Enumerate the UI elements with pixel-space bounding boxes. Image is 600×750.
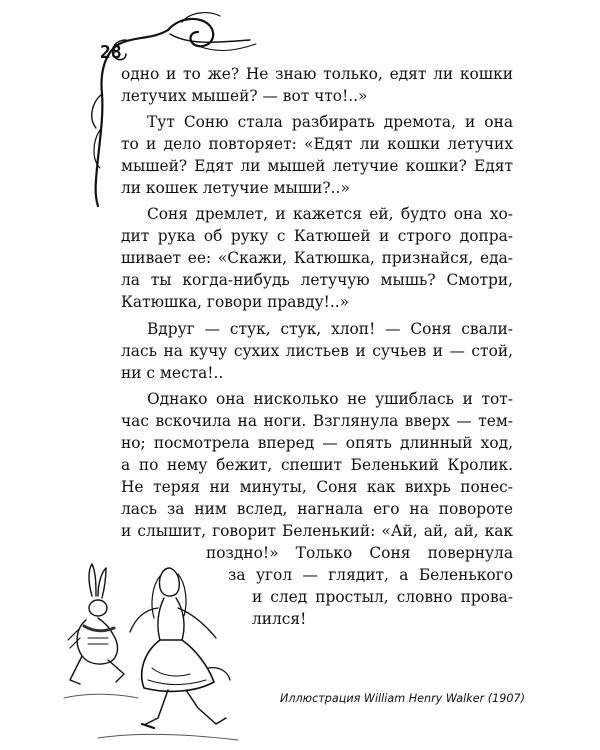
text-line: но; посмотрела вперед — опять длинный ход, (121, 434, 513, 452)
text-line: Вдруг — стук, стук, хлоп! — Соня свали- (147, 320, 513, 338)
page-number: 28 (100, 42, 122, 63)
text-line: Тут Соню стала разбирать дремота, и она (147, 113, 513, 131)
text-line: Соня дремлет, и кажется ей, будто она хо- (147, 205, 513, 223)
text-line: летучих мышей? — вот что!..» (121, 87, 368, 105)
white-rabbit-icon (68, 564, 124, 684)
text-line: и след простыл, словно прова- (252, 588, 513, 606)
text-line: и слышит, говорит Беленький: «Ай, ай, ай, как (121, 522, 513, 540)
alice-figure-icon (130, 568, 230, 728)
text-line: ла ты когда-нибудь летучую мышь? Смотри, (121, 271, 513, 289)
text-line: за угол — глядит, а Беленького (228, 566, 513, 584)
text-line: мышей? Едят ли мышей летучие кошки? Едят (121, 157, 513, 175)
alice-and-rabbit-illustration (58, 548, 248, 748)
text-line: шивает ее: «Скажи, Катюшка, признайся, еда- (121, 249, 513, 267)
text-line: Однако она нисколько не ушиблась и тот- (147, 390, 513, 408)
text-line: лась за ним вслед, нагнала его на повороте (121, 500, 513, 518)
text-line: то и дело повторяет: «Едят ли кошки летучих (121, 135, 513, 153)
text-line: лился! (252, 610, 307, 628)
text-line: час вскочила на ноги. Взглянула вверх — тем- (121, 412, 513, 430)
text-line: а по нему бежит, спешит Беленький Кролик. (121, 456, 513, 474)
illustration-caption: Иллюстрация William Henry Walker (1907) (280, 692, 525, 705)
text-line: ли кошек летучие мыши?..» (121, 179, 350, 197)
text-line: Не теряя ни минуты, Соня как вихрь понес- (121, 478, 513, 496)
text-line: Катюшка, говори правду!..» (121, 293, 350, 311)
text-line: лась на кучу сухих листьев и сучьев и — стой, (121, 342, 513, 360)
text-line: одно и то же? Не знаю только, едят ли кошки (121, 65, 513, 83)
text-line: ни с места!.. (121, 364, 224, 382)
text-line: дит рука об руку с Катюшей и строго допра- (121, 227, 513, 245)
text-line: поздно!» Только Соня повернула (206, 544, 513, 562)
